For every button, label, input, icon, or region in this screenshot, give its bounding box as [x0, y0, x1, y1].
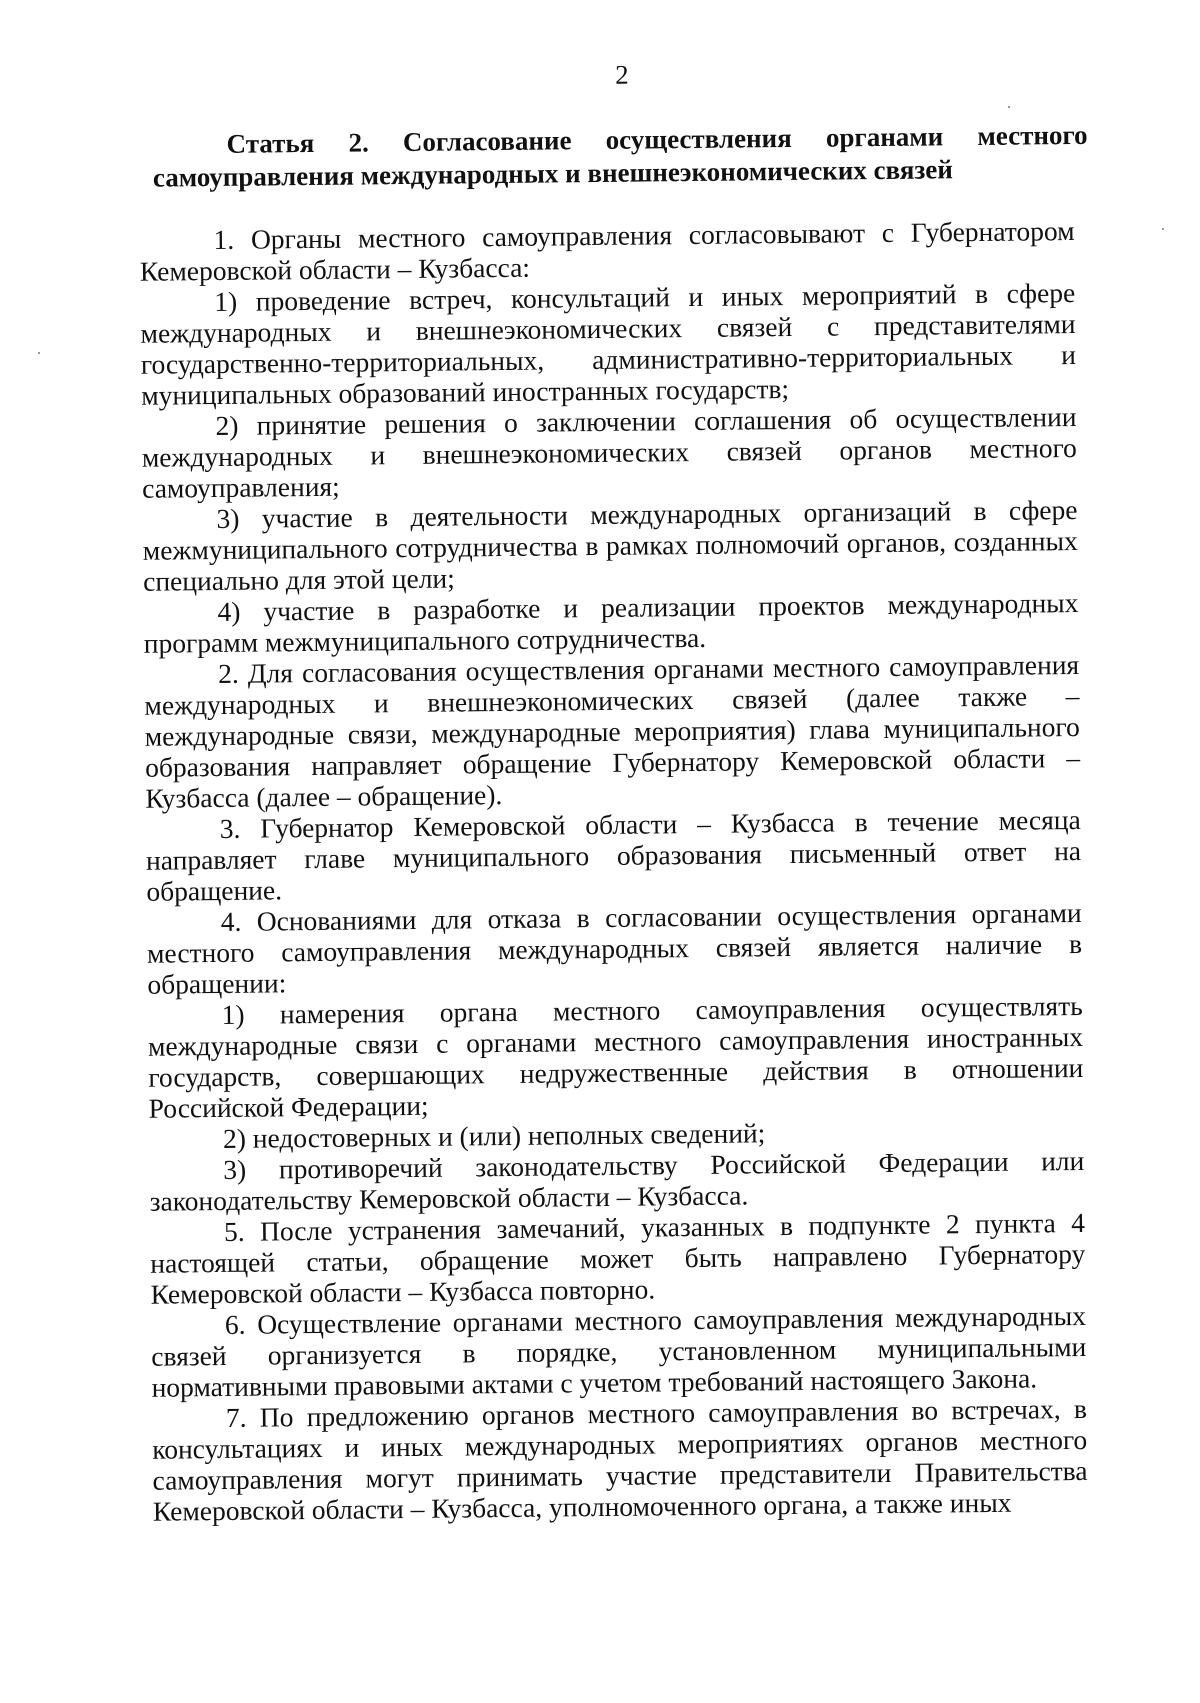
paragraph: 4. Основаниями для отказа в согласовании осуществления органами местного самоуправления международных связей является наличие в обращении:: [146, 896, 1083, 1000]
paragraph: 2) недостоверных и (или) неполных сведений;: [222, 1117, 766, 1154]
paragraph: 4) участие в разработке и реализации проектов международных программ межмуниципального сотрудничества.: [143, 586, 1079, 659]
scan-speck: [1008, 106, 1010, 108]
article-body: [139, 215, 1088, 1527]
paragraph: 1) намерения органа местного самоуправления осуществлять международные связи с органами местного самоуправления иностранных государств, совершающих недружественные действия в отношении Российской Федерации;: [147, 989, 1084, 1124]
paragraph: 7. По предложению органов местного самоуправления во встречах, в консультациях и иных международных мероприятиях органов местного самоуправления могут принимать участие представители Правительства Кемеровской области – Кузбасса, уполномоченного органа, а также иных: [152, 1392, 1088, 1527]
paragraph: 1. Органы местного самоуправления согласовывают с Губернатором Кемеровской области – Кузбасса:: [139, 214, 1075, 287]
paragraph: 3) участие в деятельности международных организаций в сфере межмуниципального сотрудничества в рамках полномочий органов, созданных специально для этой цели;: [142, 493, 1078, 597]
page-number: 2: [614, 59, 629, 90]
paragraph: 5. После устранения замечаний, указанных в подпункте 2 пункта 4 настоящей статьи, обращение может быть направлено Губернатору Кемеровской области – Кузбасса повторно.: [150, 1206, 1086, 1310]
paragraph: 2) принятие решения о заключении соглашения об осуществлении международных и внешнеэкономических связей органов местного самоуправления;: [141, 400, 1077, 504]
paragraph: 3. Губернатор Кемеровской области – Кузбасса в течение месяца направляет главе муниципального образования письменный ответ на обращение.: [145, 803, 1082, 907]
paragraph: 3) противоречий законодательству Российской Федерации или законодательству Кемеровской области – Кузбасса.: [149, 1144, 1085, 1217]
scan-speck: [1162, 228, 1164, 230]
paragraph: 6. Осуществление органами местного самоуправления международных связей организуется в порядке, установленном муниципальными нормативными правовыми актами с учетом требований настоящего Закона.: [151, 1299, 1087, 1403]
paragraph: 1) проведение встреч, консультаций и иных мероприятий в сфере международных и внешнеэкономических связей с представителями государственно-территориальных, административно-территориальных и муниципальных образований иностранных государств;: [140, 276, 1076, 411]
article-heading: Статья 2. Согласование осуществления органами местного самоуправления международных и внешнеэкономических связей: [152, 119, 1088, 193]
paragraph: 2. Для согласования осуществления органами местного самоуправления международных и внешнеэкономических связей (далее также – международные связи, международные мероприятия) глава муниципального образования направляет обращение Губернатору Кемеровской области – Кузбасса (далее – обращение).: [144, 648, 1081, 814]
scan-speck: [38, 352, 40, 354]
